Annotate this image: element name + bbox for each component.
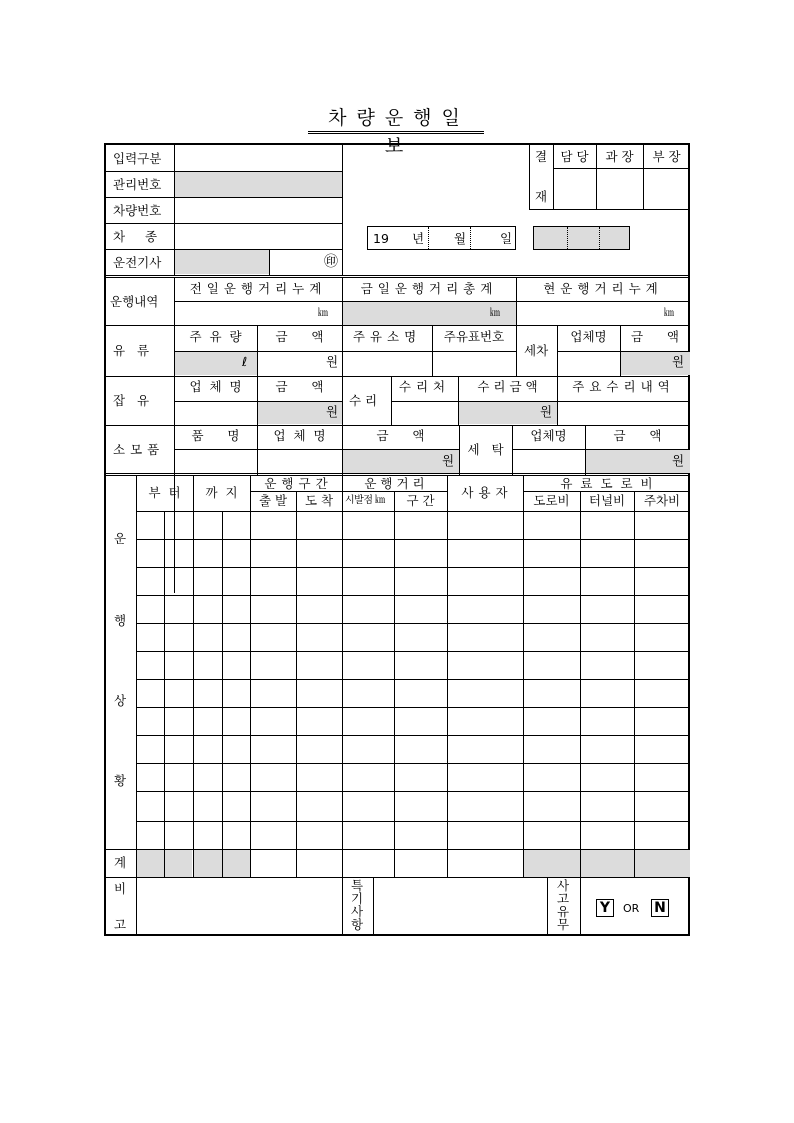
laundry-label: 세 탁 [467, 442, 504, 457]
approval-label: 재 [535, 189, 548, 204]
fuel-label: 유 류 [113, 343, 150, 358]
month-unit: 월 [454, 231, 467, 246]
operation-history-label: 운행내역 [110, 294, 159, 309]
input-type-label: 입력구분 [113, 151, 162, 166]
arrive-label: 도 착 [304, 493, 334, 508]
accident-label: 무 [557, 917, 570, 932]
repair-label: 수 리 [349, 393, 378, 408]
misc-cost-label: 금 액 [275, 379, 324, 394]
accident-label: 유 [557, 904, 570, 919]
status-char: 운 [114, 531, 127, 546]
total-label: 계 [114, 855, 127, 870]
fuel-amount-label: 주 유 량 [189, 329, 242, 344]
approval-label: 결 [535, 149, 548, 164]
laundry-cost-label: 금 액 [613, 428, 662, 443]
remarks-label: 비 [114, 881, 127, 896]
won-unit: 원 [326, 404, 339, 419]
consumables-label: 소모품 [113, 442, 165, 457]
status-char: 상 [114, 693, 127, 708]
from-label: 부 터 [148, 485, 181, 500]
laundry-company-label: 업체명 [530, 428, 567, 443]
km-unit: ㎞ [490, 308, 500, 319]
current-cumulative-label: 현운행거리누계 [543, 281, 663, 296]
special-note-label: 항 [351, 917, 364, 932]
day-unit: 일 [500, 231, 513, 246]
item-name-label: 품 명 [191, 428, 240, 443]
section-label: 운행구간 [264, 476, 333, 491]
parking-fee-label: 주차비 [643, 493, 681, 508]
today-total-label: 금일운행거리총계 [360, 281, 498, 296]
interval-label: 구 간 [406, 493, 435, 508]
driver-label: 운전기사 [113, 255, 162, 270]
toll-fee-label: 유 료 도 로 비 [560, 476, 653, 491]
approver-charge: 담 당 [560, 149, 589, 164]
mgmt-no-label: 관리번호 [113, 177, 162, 192]
depart-label: 출 발 [258, 493, 288, 508]
item-company-label: 업 체 명 [273, 428, 326, 443]
approver-director: 부 장 [652, 149, 681, 164]
or-label: OR [623, 902, 640, 915]
car-wash-label: 세차 [524, 343, 549, 358]
approver-manager: 과 장 [605, 149, 634, 164]
prev-cumulative-label: 전일운행거리누계 [189, 281, 327, 296]
odometer-label: 시발점 ㎞ [345, 495, 385, 506]
won-unit: 원 [672, 354, 685, 369]
accident-no-box[interactable]: N [651, 899, 669, 917]
repair-details-label: 주요수리내역 [572, 379, 675, 394]
special-note-label: 사 [351, 904, 364, 919]
won-unit: 원 [326, 354, 339, 369]
vehicle-type-label: 차 종 [113, 229, 158, 244]
km-unit: ㎞ [318, 308, 328, 319]
won-unit: 원 [672, 453, 685, 468]
tunnel-fee-label: 터널비 [588, 493, 626, 508]
liter-unit: ℓ [242, 354, 248, 369]
misc-company-label: 업 체 명 [189, 379, 242, 394]
to-label: 까 지 [205, 485, 238, 500]
won-unit: 원 [442, 453, 455, 468]
accident-yes-box[interactable]: Y [596, 899, 614, 917]
km-unit: ㎞ [664, 308, 674, 319]
misc-oil-label: 잡 유 [113, 393, 150, 408]
vehicle-log-form [104, 143, 690, 936]
repair-amount-label: 수 리 금 액 [477, 379, 538, 394]
accident-label: 고 [557, 891, 570, 906]
distance-label: 운 행 거 리 [364, 476, 425, 491]
year-unit: 년 [412, 231, 425, 246]
item-cost-label: 금 액 [376, 428, 425, 443]
station-name-label: 주유소명 [352, 329, 422, 344]
wash-company-label: 업체명 [570, 329, 607, 344]
vehicle-no-label: 차량번호 [113, 203, 162, 218]
status-char: 황 [114, 773, 127, 788]
won-unit: 원 [540, 404, 553, 419]
status-char: 행 [114, 613, 127, 628]
road-fee-label: 도로비 [533, 493, 570, 508]
remarks-label: 고 [114, 917, 127, 932]
fuel-cost-label: 금 액 [275, 329, 324, 344]
wash-cost-label: 금 액 [631, 329, 679, 344]
user-label: 사용자 [461, 485, 513, 500]
page-title: 차량운행일보 [308, 104, 484, 134]
special-note-label: 특 [351, 878, 364, 893]
date-year: 19 [373, 231, 389, 246]
accident-label: 사 [557, 878, 570, 893]
repair-shop-label: 수리처 [398, 379, 451, 394]
fuel-slip-label: 주유표번호 [443, 329, 505, 344]
special-note-label: 기 [351, 891, 364, 906]
seal-icon: ㊞ [324, 254, 338, 270]
